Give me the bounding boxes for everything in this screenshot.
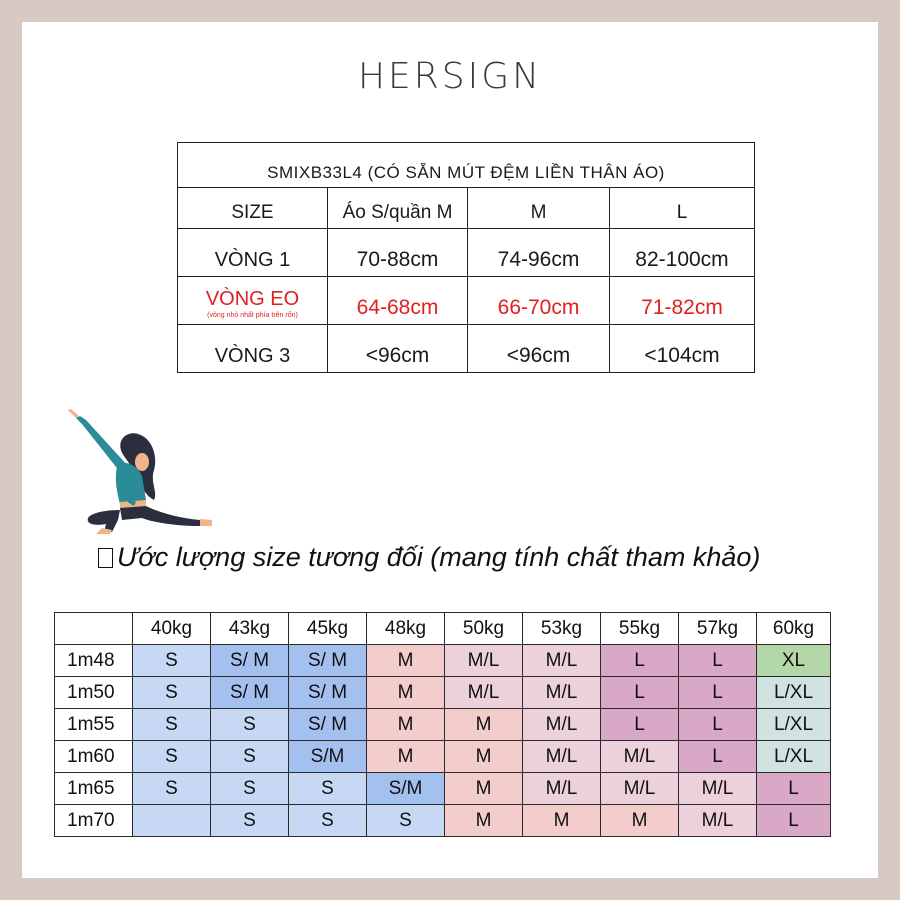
size-cell: S	[133, 645, 211, 677]
header-size: SIZE	[178, 188, 328, 229]
hip-m: <96cm	[468, 325, 610, 373]
size-cell: S/ M	[289, 645, 367, 677]
size-estimate-table	[54, 612, 831, 837]
size-cell: L	[601, 645, 679, 677]
waist-label: VÒNG EO	[205, 288, 300, 310]
size-cell: M	[367, 741, 445, 773]
size-cell: M/L	[601, 741, 679, 773]
size-cell: M	[601, 805, 679, 837]
size-cell: S	[289, 773, 367, 805]
size-cell: L	[601, 677, 679, 709]
size-cell: L	[601, 709, 679, 741]
height-label: 1m65	[55, 773, 133, 805]
table-row	[55, 805, 831, 837]
size-cell: S	[211, 709, 289, 741]
table-row	[55, 741, 831, 773]
product-code-title: SMIXB33L4 (CÓ SẴN MÚT ĐỆM LIỀN THÂN ÁO)	[178, 143, 755, 188]
size-cell: M/L	[679, 773, 757, 805]
bust-s: 70-88cm	[328, 229, 468, 277]
size-cell: M	[445, 709, 523, 741]
size-cell: M/L	[445, 645, 523, 677]
weight-header: 45kg	[289, 613, 367, 645]
bust-m: 74-96cm	[468, 229, 610, 277]
size-cell: L/XL	[757, 741, 831, 773]
hip-s: <96cm	[328, 325, 468, 373]
height-label: 1m60	[55, 741, 133, 773]
size-cell: S	[211, 741, 289, 773]
header-size-m: M	[468, 188, 610, 229]
header-size-l: L	[610, 188, 755, 229]
size-cell: M/L	[523, 677, 601, 709]
waist-s: 64-68cm	[328, 277, 468, 325]
size-cell: L	[679, 645, 757, 677]
hip-l: <104cm	[610, 325, 755, 373]
row-label-bust: VÒNG 1	[178, 229, 328, 277]
size-cell: L	[679, 741, 757, 773]
size-cell: S	[211, 805, 289, 837]
size-cell: M	[367, 645, 445, 677]
waist-note: (vòng nhỏ nhất phía trên rốn)	[207, 312, 298, 319]
estimate-heading	[98, 542, 760, 573]
weight-header: 57kg	[679, 613, 757, 645]
size-cell: S/M	[289, 741, 367, 773]
header-size-s: Áo S/quần M	[328, 188, 468, 229]
measurement-table	[177, 142, 755, 373]
weight-header: 40kg	[133, 613, 211, 645]
size-cell: S	[289, 805, 367, 837]
size-cell: M/L	[523, 741, 601, 773]
waist-l: 71-82cm	[610, 277, 755, 325]
size-cell: M	[445, 805, 523, 837]
yoga-woman-illustration	[62, 404, 212, 534]
size-cell: S	[133, 677, 211, 709]
estimate-heading-text: Ước lượng size tương đối (mang tính chất tham khảo)	[117, 542, 761, 572]
height-label: 1m70	[55, 805, 133, 837]
size-cell: S/M	[367, 773, 445, 805]
size-cell: S/ M	[211, 645, 289, 677]
height-label: 1m55	[55, 709, 133, 741]
bust-l: 82-100cm	[610, 229, 755, 277]
weight-header: 55kg	[601, 613, 679, 645]
row-label-hip: VÒNG 3	[178, 325, 328, 373]
size-cell: L/XL	[757, 677, 831, 709]
corner-cell	[55, 613, 133, 645]
size-cell: L	[679, 677, 757, 709]
size-cell: S	[367, 805, 445, 837]
size-cell: M/L	[523, 645, 601, 677]
size-cell: M/L	[679, 805, 757, 837]
size-cell: S/ M	[289, 677, 367, 709]
size-cell: S	[133, 773, 211, 805]
size-cell: M/L	[601, 773, 679, 805]
brand-logo: HERSIGN	[357, 56, 543, 97]
waist-m: 66-70cm	[468, 277, 610, 325]
weight-header: 53kg	[523, 613, 601, 645]
row-label-waist	[178, 277, 328, 325]
weight-header: 43kg	[211, 613, 289, 645]
size-cell: L/XL	[757, 709, 831, 741]
size-cell: S	[133, 709, 211, 741]
table-row	[55, 709, 831, 741]
size-cell: M	[367, 677, 445, 709]
table-row	[55, 677, 831, 709]
size-cell: S/ M	[211, 677, 289, 709]
square-icon	[98, 548, 113, 568]
size-cell: S	[133, 741, 211, 773]
size-chart-card	[22, 22, 878, 878]
size-cell: L	[757, 805, 831, 837]
weight-header: 60kg	[757, 613, 831, 645]
size-cell: S/ M	[289, 709, 367, 741]
size-cell: M/L	[523, 773, 601, 805]
size-cell: L	[679, 709, 757, 741]
size-cell	[133, 805, 211, 837]
size-cell: M	[523, 805, 601, 837]
size-cell: M	[367, 709, 445, 741]
size-cell: M/L	[523, 709, 601, 741]
table-row	[55, 773, 831, 805]
weight-header: 50kg	[445, 613, 523, 645]
table-row	[55, 645, 831, 677]
height-label: 1m50	[55, 677, 133, 709]
size-cell: XL	[757, 645, 831, 677]
weight-header: 48kg	[367, 613, 445, 645]
size-cell: M/L	[445, 677, 523, 709]
size-cell: L	[757, 773, 831, 805]
height-label: 1m48	[55, 645, 133, 677]
size-cell: M	[445, 741, 523, 773]
size-cell: M	[445, 773, 523, 805]
size-cell: S	[211, 773, 289, 805]
